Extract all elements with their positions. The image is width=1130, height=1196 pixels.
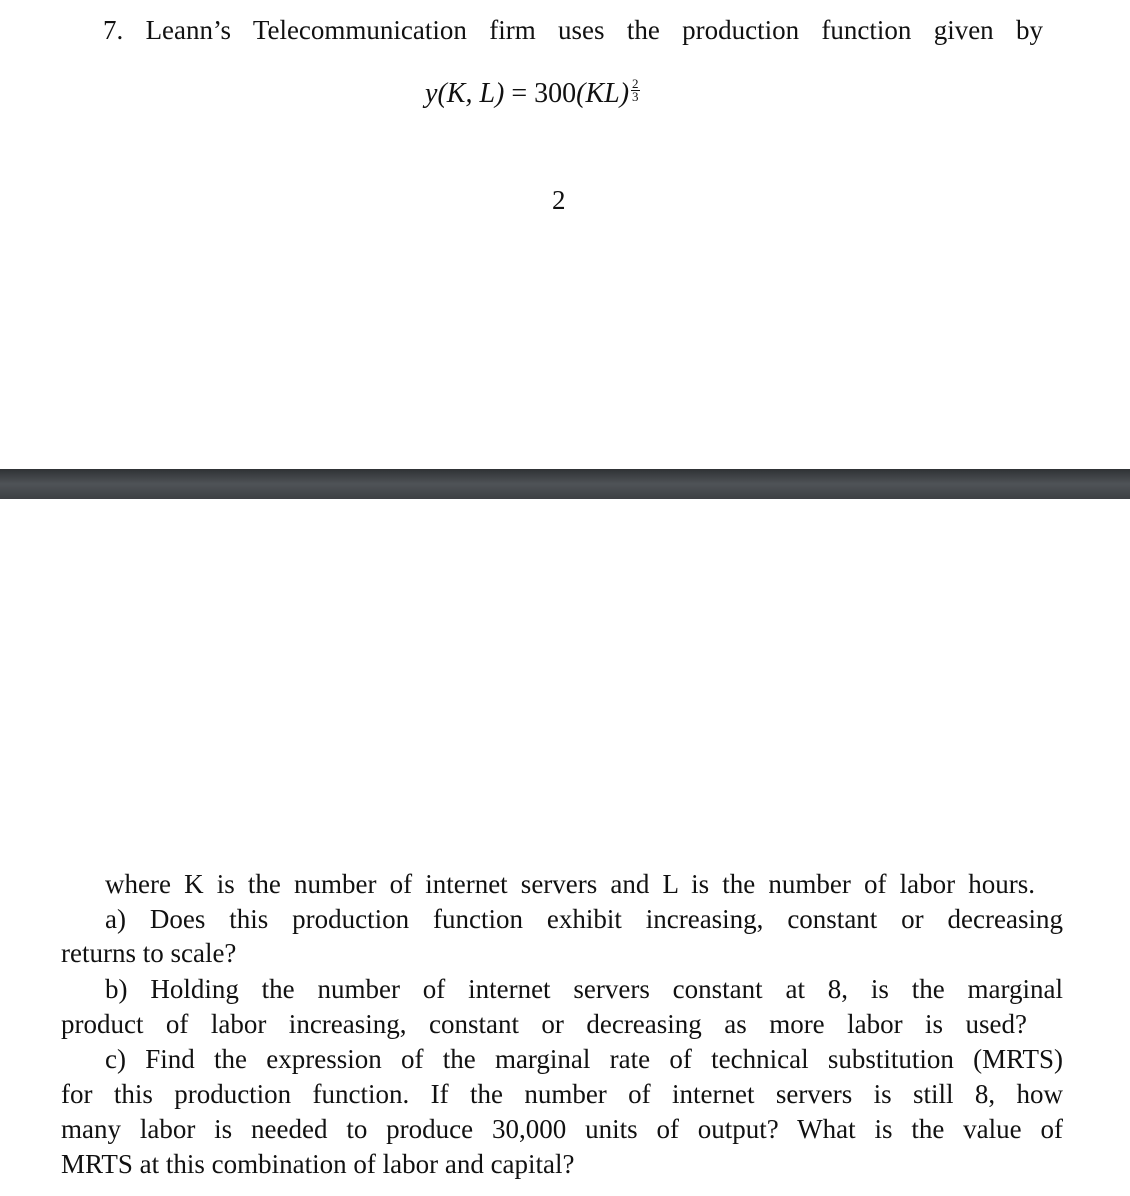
eq-equals: = <box>511 78 528 109</box>
question-b: b) Holding the number of internet servers constant at 8, is the marginal <box>105 974 1063 1004</box>
production-function-equation <box>425 76 640 112</box>
page-number: 2 <box>552 185 566 215</box>
eq-base: (KL) <box>576 78 630 109</box>
question-intro: 7. Leann’s Telecommunication firm uses the production function given by <box>103 15 1043 45</box>
text-line: returns to scale? <box>61 938 237 968</box>
text-line: many labor is needed to produce 30,000 units of output? What is the value of <box>61 1114 1063 1144</box>
question-a: a) Does this production function exhibit increasing, constant or decreasing <box>105 904 1063 934</box>
text-line: product of labor increasing, constant or decreasing as more labor is used? <box>61 1009 1027 1039</box>
exp-num: 2 <box>632 76 639 91</box>
exp-den: 3 <box>632 89 639 104</box>
text-line: for this production function. If the number of internet servers is still 8, how <box>61 1079 1063 1109</box>
text-line: MRTS at this combination of labor and capital? <box>61 1149 575 1179</box>
eq-exponent <box>631 78 640 103</box>
question-c: c) Find the expression of the marginal rate of technical substitution (MRTS) <box>105 1044 1063 1074</box>
page-separator <box>0 469 1130 499</box>
text-line: where K is the number of internet servers and L is the number of labor hours. <box>105 869 1035 899</box>
eq-args: (K, L) <box>437 78 505 109</box>
eq-coef: 300 <box>534 78 577 109</box>
eq-fn: y <box>425 78 438 109</box>
